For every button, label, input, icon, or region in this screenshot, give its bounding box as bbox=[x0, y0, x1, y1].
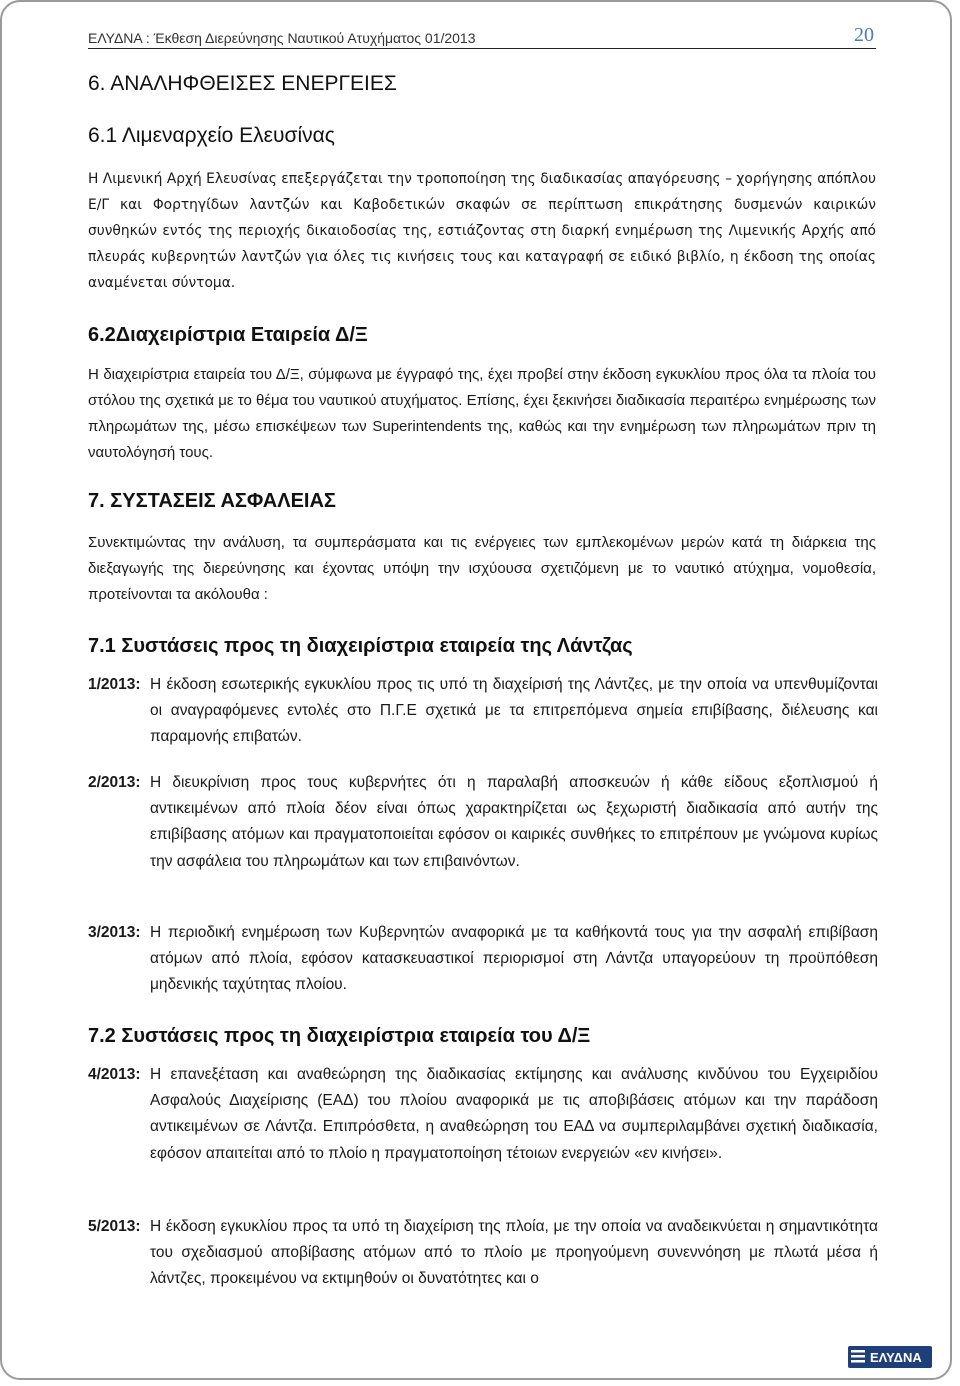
recommendation-text: Η διευκρίνιση προς τους κυβερνήτες ότι η παραλαβή αποσκευών ή κάθε είδους εξοπλισμού ή αντικειμένων από πλοία δέον είναι όπως χαρακτηρίζεται ως ξεχωριστή διαδικασία από αυτήν της επιβίβασης ατόμων και πραγματοποιείται εφόσον οι καιρικές συνθήκες το επιτρέπουν με γνώμονα κυρίως την ασφάλεια του πληρωμάτων και των επιβαινόντων. bbox=[150, 774, 878, 870]
recommendation-5 bbox=[88, 1214, 878, 1293]
recommendation-2 bbox=[88, 770, 878, 875]
recommendation-id: 3/2013: bbox=[88, 924, 141, 941]
section-7-2-heading: 7.2 Συστάσεις προς τη διαχειρίστρια εταιρεία του Δ/Ξ bbox=[88, 1025, 591, 1047]
recommendation-id: 4/2013: bbox=[88, 1066, 141, 1083]
section-6-1-heading: 6.1 Λιμεναρχείο Ελευσίνας bbox=[88, 124, 335, 147]
recommendation-text: Η έκδοση εγκυκλίου προς τα υπό τη διαχείριση της πλοία, με την οποία να αναδεικνύεται η σημαντικότητα του σχεδιασμού αποβίβασης ατόμων από το πλοίο με προηγούμενη συνεννόηση με πλωτά μέσα ή λάντζες, προκειμένου να εκτιμηθούν οι δυνατότητες και ο bbox=[150, 1218, 878, 1288]
logo-stripes bbox=[851, 1350, 865, 1363]
section-7-heading: 7. ΣΥΣΤΑΣΕΙΣ ΑΣΦΑΛΕΙΑΣ bbox=[88, 490, 336, 512]
page-number: 20 bbox=[854, 24, 874, 46]
recommendation-3 bbox=[88, 920, 878, 999]
recommendation-1 bbox=[88, 672, 878, 751]
logo-text: ΕΛΥΔΝΑ bbox=[870, 1350, 922, 1365]
section-6-1-paragraph: Η Λιμενική Αρχή Ελευσίνας επεξεργάζεται την τροποποίηση της διαδικασίας απαγόρευσης – χορήγησης απόπλου Ε/Γ και Φορτηγίδων λαντζών και Καβοδετικών σκαφών σε περίπτωση επικράτησης δυσμενών καιρικών συνθηκών εντός της περιοχής δικαιοδοσίας της, εστιάζοντας στη διαρκή ενημέρωση της Λιμενικής Αρχής από πλευράς κυβερνητών λαντζών για όλες τις κινήσεις τους και καταγραφή σε ειδικό βιβλίο, η έκδοση της οποίας αναμένεται σύντομα. bbox=[88, 171, 876, 291]
section-6-2-heading: 6.2Διαχειρίστρια Εταιρεία Δ/Ξ bbox=[88, 324, 368, 346]
recommendation-4 bbox=[88, 1062, 878, 1167]
recommendation-text: Η επανεξέταση και αναθεώρηση της διαδικασίας εκτίμησης και ανάλυσης κινδύνου του Εγχειριδίου Ασφαλούς Διαχείρισης (ΕΑΔ) του πλοίου αναφορικά με τις αποβιβάσεις ατόμων και την παράδοση αντικειμένων σε Λάντζα. Επιπρόσθετα, η αναθεώρηση του ΕΑΔ να συμπεριλαμβάνει σχετική διαδικασία, εφόσον απαιτείται από το πλοίο η πραγματοποίηση τέτοιων ενεργειών «εν κινήσει». bbox=[150, 1066, 878, 1162]
section-6-heading: 6. ΑΝΑΛΗΦΘΕΙΣΕΣ ΕΝΕΡΓΕΙΕΣ bbox=[88, 72, 397, 95]
recommendation-text: Η έκδοση εσωτερικής εγκυκλίου προς τις υπό τη διαχείρισή της Λάντζες, με την οποία να υπενθυμίζονται οι αναγραφόμενες εντολές στο Π.Γ.Ε σχετικά με τα επιτρεπόμενα σημεία επιβίβασης, διέλευσης και παραμονής επιβατών. bbox=[150, 676, 878, 746]
recommendation-id: 2/2013: bbox=[88, 774, 141, 791]
elydna-logo bbox=[848, 1346, 932, 1368]
page-header bbox=[88, 24, 876, 49]
section-6-2-paragraph: Η διαχειρίστρια εταιρεία του Δ/Ξ, σύμφωνα με έγγραφό της, έχει προβεί στην έκδοση εγκυκλίου προς όλα τα πλοία του στόλου της σχετικά με το θέμα του ναυτικού ατυχήματος. Επίσης, έχει ξεκινήσει διαδικασία περαιτέρω ενημέρωσης των πληρωμάτων της, μέσω επισκέψεων των Superintendents της, καθώς και την ενημέρωση των πληρωμάτων πριν τη ναυτολόγησή τους. bbox=[88, 366, 876, 461]
recommendation-id: 5/2013: bbox=[88, 1218, 141, 1235]
header-title: ΕΛΥΔΝΑ : Έκθεση Διερεύνησης Ναυτικού Ατυχήματος 01/2013 bbox=[88, 30, 476, 46]
recommendation-text: Η περιοδική ενημέρωση των Κυβερνητών αναφορικά με τα καθήκοντά τους για την ασφαλή επιβίβαση ατόμων από πλοία, εφόσον κατασκευαστικοί περιορισμοί στη Λάντζα υπαγορεύουν τη προϋπόθεση μηδενικής ταχύτητας πλοίου. bbox=[150, 924, 878, 994]
recommendation-id: 1/2013: bbox=[88, 676, 141, 693]
section-7-1-heading: 7.1 Συστάσεις προς τη διαχειρίστρια εταιρεία της Λάντζας bbox=[88, 635, 633, 657]
section-7-intro: Συνεκτιμώντας την ανάλυση, τα συμπεράσματα και τις ενέργειες των εμπλεκομένων μερών κατά τη διάρκεια της διεξαγωγής της διερεύνησης και έχοντας υπόψη την ισχύουσα σχετιζόμενη με το ναυτικό ατύχημα, νομοθεσία, προτείνονται τα ακόλουθα : bbox=[88, 534, 876, 603]
